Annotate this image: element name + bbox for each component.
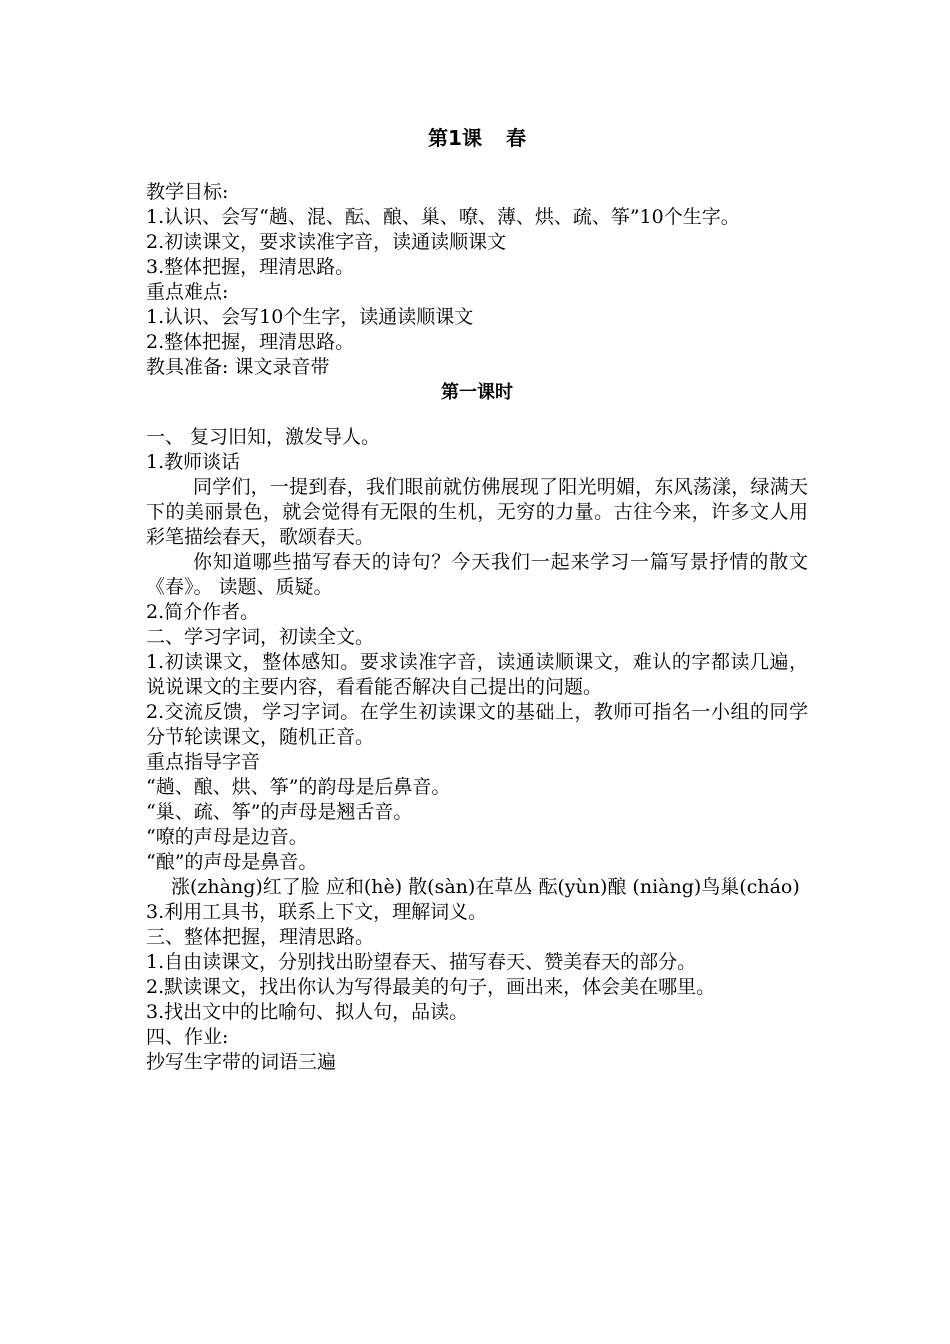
section2-subheading: 重点指导字音 xyxy=(146,751,261,773)
section3-heading: 三、整体把握，理清思路。 xyxy=(146,926,375,948)
objective-item: 3.整体把握，理清思路。 xyxy=(146,256,355,278)
section2-heading: 二、学习字词，初读全文。 xyxy=(146,626,375,648)
difficulty-item: 2.整体把握，理清思路。 xyxy=(146,331,355,353)
section3-item: 3.找出文中的比喻句、拟人句，品读。 xyxy=(146,1001,469,1023)
period-heading: 第一课时 xyxy=(441,382,513,403)
section1-item: 2.简介作者。 xyxy=(146,601,260,623)
section2-item: 3.利用工具书，联系上下文，理解词义。 xyxy=(146,901,488,923)
objectives-heading: 教学目标: xyxy=(146,181,229,203)
section1-heading: 一、 复习旧知，激发导人。 xyxy=(146,426,381,448)
pinyin-line: 涨(zhàng)红了脸 应和(hè) 散(sàn)在草丛 酝(yùn)酿 (niàng)鸟巢(cháo) xyxy=(171,876,800,898)
lesson-name: 春 xyxy=(505,126,526,150)
section2-item: 1.初读课文，整体感知。要求读准字音，读通读顺课文，难认的字都读几遍，说说课文的主要内容，看看能否解决自己提出的问题。 xyxy=(146,651,808,698)
section1-paragraph: 你知道哪些描写春天的诗句？今天我们一起来学习一篇写景抒情的散文《春》。 读题、质疑。 xyxy=(146,551,808,598)
tools-line: 教具准备: 课文录音带 xyxy=(146,356,330,378)
section2-item: 2.交流反馈，学习字词。在学生初读课文的基础上，教师可指名一小组的同学分节轮读课文，随机正音。 xyxy=(146,701,808,748)
difficulties-heading: 重点难点: xyxy=(146,281,229,303)
difficulty-item: 1.认识、会写10个生字，读通读顺课文 xyxy=(146,306,474,328)
section4-heading: 四、作业: xyxy=(146,1026,229,1048)
homework-task: 抄写生字带的词语三遍 xyxy=(146,1051,337,1073)
section1-item: 1.教师谈话 xyxy=(146,451,241,473)
objective-item: 2.初读课文，要求读准字音，读通读顺课文 xyxy=(146,231,507,253)
objective-item: 1.认识、会写“趟、混、酝、酿、巢、嘹、薄、烘、疏、筝”10个生字。 xyxy=(146,206,740,228)
document-page xyxy=(146,118,808,1075)
lesson-number: 第1课 xyxy=(428,126,482,150)
section1-paragraph: 同学们，一提到春，我们眼前就仿佛展现了阳光明媚，东风荡漾，绿满天下的美丽景色，就会觉得有无限的生机，无穷的力量。古往今来，许多文人用彩笔描绘春天，歌颂春天。 xyxy=(146,476,808,548)
pronunciation-note: “趟、酿、烘、筝”的韵母是后鼻音。 xyxy=(146,776,451,798)
pronunciation-note: “巢、疏、筝”的声母是翘舌音。 xyxy=(146,801,413,823)
pronunciation-note: “嘹的声母是边音。 xyxy=(146,826,308,848)
section3-item: 2.默读课文，找出你认为写得最美的句子，画出来，体会美在哪里。 xyxy=(146,976,716,998)
pronunciation-note: “酿”的声母是鼻音。 xyxy=(146,851,318,873)
page-title xyxy=(146,118,808,158)
section3-item: 1.自由读课文，分别找出盼望春天、描写春天、赞美春天的部分。 xyxy=(146,951,697,973)
